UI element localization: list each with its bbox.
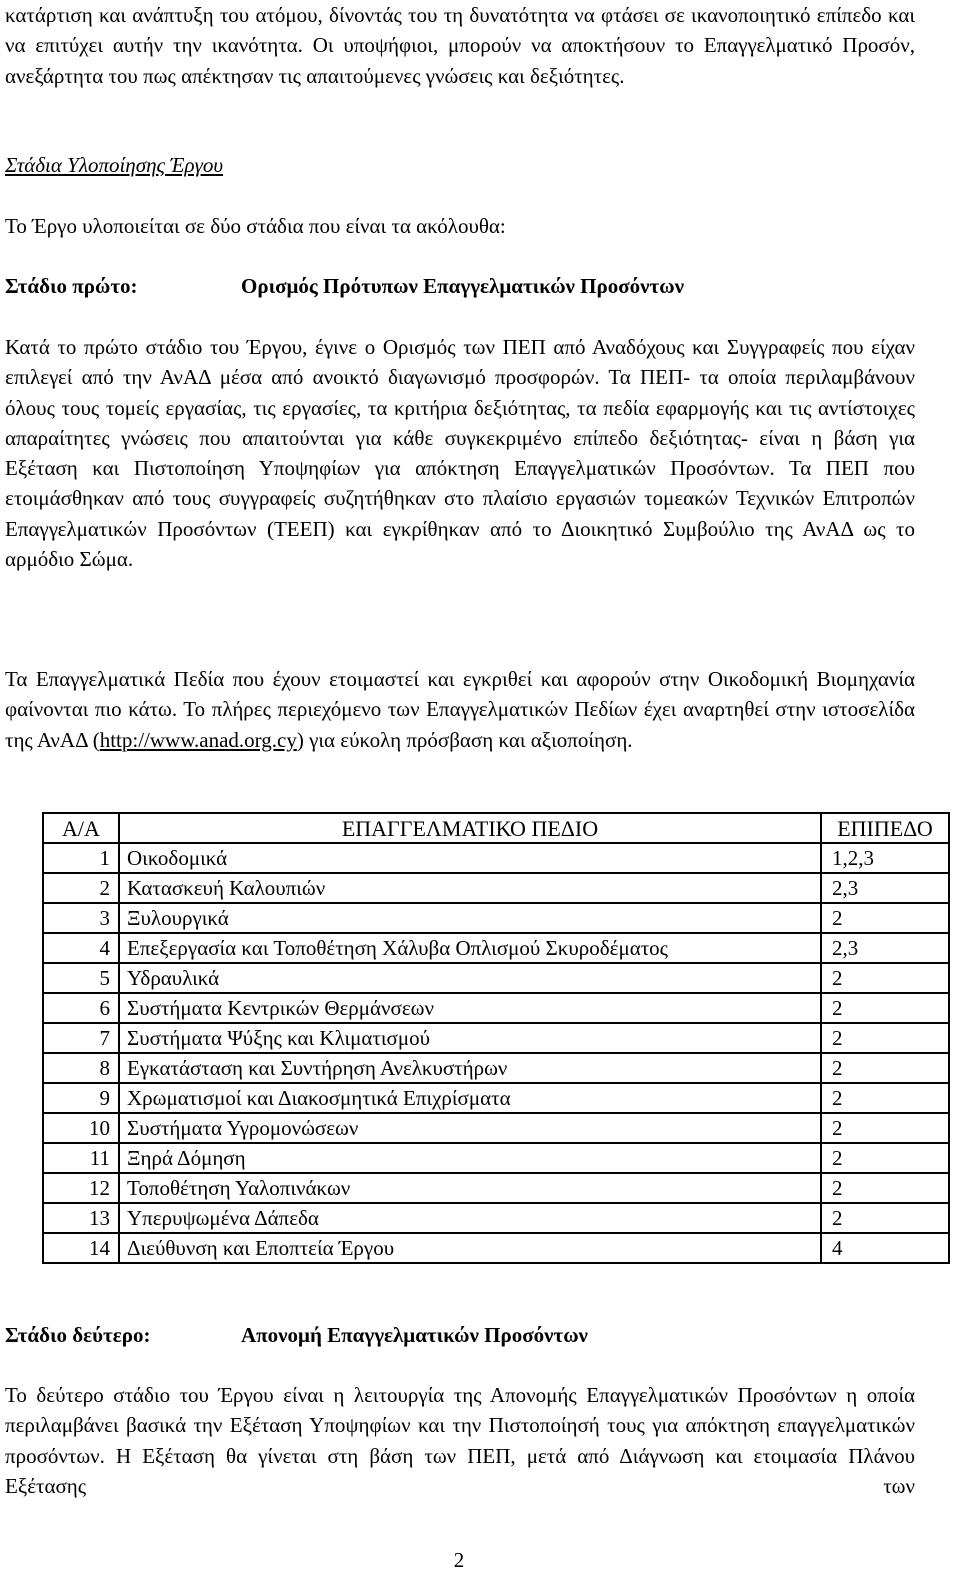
stage-two-text: Το δεύτερο στάδιο του Έργου είναι η λειτουργία της Απονομής Επαγγελματικών Προσόντων η οποία περιλαμβάνει βασικά την Εξέταση Υποψηφίων και την Πιστοποίησή τους για απόκτηση επαγγελματικών προσόντων. Η Εξέταση θα γίνεται στη βάση των ΠΕΠ, μετά από Διάγνωση και ετοιμασία Πλάνου Εξέτασης των — [5, 1383, 915, 1498]
row-field-name: Χρωματισμοί και Διακοσμητικά Επιχρίσματα — [119, 1083, 821, 1113]
row-field-name: Ξηρά Δόμηση — [119, 1143, 821, 1173]
row-field-name: Υπερυψωμένα Δάπεδα — [119, 1203, 821, 1233]
row-level: 2 — [821, 1173, 949, 1203]
table-body — [43, 843, 949, 1263]
intro-text: κατάρτιση και ανάπτυξη του ατόμου, δίνοντάς του τη δυνατότητα να φτάσει σε ικανοποιητικό επίπεδο και να επιτύχει αυτήν την ικανότητα. Οι υποψήφιοι, μπορούν να αποκτήσουν το Επαγγελματικό Προσόν, ανεξάρτητα του πως απέκτησαν τις απαιτούμενες γνώσεις και δεξιότητες. — [5, 3, 915, 88]
fields-text-before-link: Τα Επαγγελματικά Πεδία που έχουν ετοιμαστεί και εγκριθεί και αφορούν στην Οικοδομική Βιομηχανία φαίνονται πιο κάτω. Το πλήρες περιεχόμενο των Επαγγελματικών Πεδίων έχει αναρτηθεί στην ιστοσελίδα της ΑνΑΔ ( — [5, 667, 915, 752]
row-number: 12 — [43, 1173, 119, 1203]
table-row — [43, 1143, 949, 1173]
fields-text-after-link: ) για εύκολη πρόσβαση και αξιοποίηση. — [296, 727, 633, 752]
row-level: 2 — [821, 963, 949, 993]
row-level: 1,2,3 — [821, 843, 949, 873]
row-level: 2 — [821, 1053, 949, 1083]
table-row — [43, 1113, 949, 1143]
row-number: 13 — [43, 1203, 119, 1233]
table-row — [43, 1233, 949, 1263]
row-field-name: Συστήματα Υγρομονώσεων — [119, 1113, 821, 1143]
stage-two-title: Απονομή Επαγγελματικών Προσόντων — [241, 1323, 588, 1347]
row-field-name: Συστήματα Κεντρικών Θερμάνσεων — [119, 993, 821, 1023]
row-level: 2 — [821, 903, 949, 933]
row-level: 2,3 — [821, 933, 949, 963]
row-field-name: Συστήματα Ψύξης και Κλιματισμού — [119, 1023, 821, 1053]
table-row — [43, 1053, 949, 1083]
header-field: ΕΠΑΓΓΕΛΜΑΤΙΚΟ ΠΕΔΙΟ — [119, 813, 821, 843]
row-field-name: Κατασκευή Καλουπιών — [119, 873, 821, 903]
row-level: 4 — [821, 1233, 949, 1263]
row-level: 2 — [821, 1143, 949, 1173]
header-num: Α/Α — [43, 813, 119, 843]
table-row — [43, 1023, 949, 1053]
stage-two-paragraph — [5, 1380, 915, 1501]
row-field-name: Οικοδομικά — [119, 843, 821, 873]
row-number: 2 — [43, 873, 119, 903]
row-number: 3 — [43, 903, 119, 933]
row-number: 7 — [43, 1023, 119, 1053]
row-level: 2 — [821, 993, 949, 1023]
row-field-name: Επεξεργασία και Τοποθέτηση Χάλυβα Οπλισμού Σκυροδέματος — [119, 933, 821, 963]
table-row — [43, 1173, 949, 1203]
stage-one-label: Στάδιο πρώτο: — [5, 274, 138, 298]
row-level: 2 — [821, 1113, 949, 1143]
row-number: 4 — [43, 933, 119, 963]
row-field-name: Εγκατάσταση και Συντήρηση Ανελκυστήρων — [119, 1053, 821, 1083]
row-number: 10 — [43, 1113, 119, 1143]
row-level: 2 — [821, 1023, 949, 1053]
stage-one-paragraph — [5, 332, 915, 574]
row-field-name: Ξυλουργικά — [119, 903, 821, 933]
row-number: 5 — [43, 963, 119, 993]
table-row — [43, 1203, 949, 1233]
fields-text — [5, 664, 915, 755]
row-number: 1 — [43, 843, 119, 873]
table-row — [43, 963, 949, 993]
table-row — [43, 873, 949, 903]
page-number: 2 — [453, 1548, 465, 1572]
row-number: 9 — [43, 1083, 119, 1113]
fields-paragraph — [5, 664, 915, 755]
row-level: 2 — [821, 1083, 949, 1113]
row-number: 6 — [43, 993, 119, 1023]
row-field-name: Διεύθυνση και Εποπτεία Έργου — [119, 1233, 821, 1263]
row-field-name: Υδραυλικά — [119, 963, 821, 993]
stage-one-text: Κατά το πρώτο στάδιο του Έργου, έγινε ο Ορισμός των ΠΕΠ από Αναδόχους και Συγγραφείς που είχαν επιλεγεί από την ΑνΑΔ μέσα από ανοικτό διαγωνισμό προσφορών. Τα ΠΕΠ- τα οποία περιλαμβάνουν όλους τους τομείς εργασίας, τις εργασίες, τα κριτήρια δεξιότητας, τα πεδία εφαρμογής και τις αντίστοιχες απαραίτητες γνώσεις που απαιτούνται για κάθε συγκεκριμένο επίπεδο δεξιότητας- είναι η βάση για Εξέταση και Πιστοποίηση Υποψηφίων για απόκτηση Επαγγελματικών Προσόντων. Τα ΠΕΠ που ετοιμάσθηκαν από τους συγγραφείς συζητήθηκαν στο πλαίσιο εργασιών τομεακών Τεχνικών Επιτροπών Επαγγελματικών Προσόντων (ΤΕΕΠ) και εγκρίθηκαν από το Διοικητικό Συμβούλιο της ΑνΑΔ ως το αρμόδιο Σώμα. — [5, 335, 915, 572]
row-number: 8 — [43, 1053, 119, 1083]
table-row — [43, 993, 949, 1023]
row-level: 2 — [821, 1203, 949, 1233]
stage-two-label: Στάδιο δεύτερο: — [5, 1323, 151, 1347]
stage-one-title: Ορισμός Πρότυπων Επαγγελματικών Προσόντων — [241, 274, 684, 298]
row-number: 11 — [43, 1143, 119, 1173]
row-level: 2,3 — [821, 873, 949, 903]
row-field-name: Τοποθέτηση Υαλοπινάκων — [119, 1173, 821, 1203]
section-heading: Στάδια Υλοποίησης Έργου — [5, 153, 224, 177]
header-level: ΕΠΙΠΕΔΟ — [821, 813, 949, 843]
table-header-row — [43, 813, 949, 843]
intro-paragraph — [5, 0, 915, 91]
vocational-fields-table — [42, 812, 950, 1264]
row-number: 14 — [43, 1233, 119, 1263]
anad-website-link[interactable]: http://www.anad.org.cy — [99, 727, 297, 752]
table-row — [43, 933, 949, 963]
table-row — [43, 843, 949, 873]
table-row — [43, 903, 949, 933]
table-row — [43, 1083, 949, 1113]
stages-intro: Το Έργο υλοποιείται σε δύο στάδια που είναι τα ακόλουθα: — [5, 214, 506, 238]
